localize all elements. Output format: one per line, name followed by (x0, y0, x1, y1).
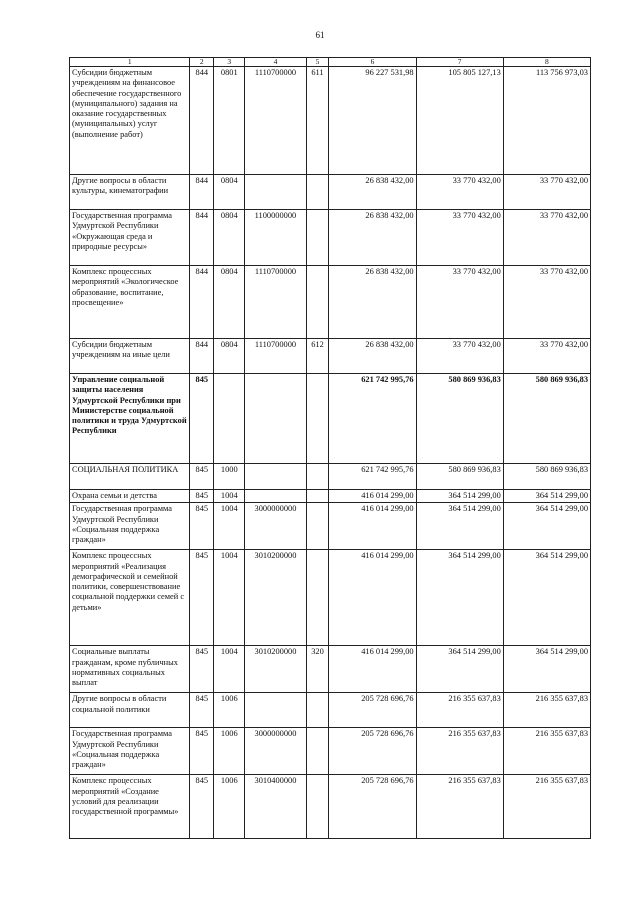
amount-year1-cell: 416 014 299,00 (329, 646, 416, 693)
amount-year3-cell: 216 355 637,83 (503, 775, 590, 839)
amount-year3-cell: 33 770 432,00 (503, 210, 590, 266)
header-cell: 5 (306, 58, 329, 67)
grbs-code-cell: 845 (190, 646, 214, 693)
expense-kind-cell: 320 (306, 646, 329, 693)
grbs-code-cell: 845 (190, 464, 214, 490)
section-code-cell: 1004 (214, 490, 245, 503)
amount-year1-cell: 26 838 432,00 (329, 210, 416, 266)
expense-kind-cell (306, 490, 329, 503)
target-code-cell: 3010200000 (245, 550, 306, 646)
row-name-cell: Государственная программа Удмуртской Республики «Социальная поддержка граждан» (70, 503, 190, 550)
amount-year1-cell: 96 227 531,98 (329, 67, 416, 175)
target-code-cell (245, 374, 306, 464)
table-row (70, 775, 591, 839)
grbs-code-cell: 845 (190, 550, 214, 646)
table-row (70, 646, 591, 693)
amount-year3-cell: 364 514 299,00 (503, 490, 590, 503)
section-code-cell: 1004 (214, 550, 245, 646)
amount-year2-cell: 364 514 299,00 (416, 490, 503, 503)
amount-year1-cell: 205 728 696,76 (329, 728, 416, 775)
amount-year2-cell: 33 770 432,00 (416, 339, 503, 374)
section-code-cell (214, 374, 245, 464)
target-code-cell: 1100000000 (245, 210, 306, 266)
amount-year1-cell: 621 742 995,76 (329, 374, 416, 464)
expense-kind-cell (306, 374, 329, 464)
header-row (70, 58, 591, 67)
grbs-code-cell: 844 (190, 339, 214, 374)
amount-year1-cell: 416 014 299,00 (329, 490, 416, 503)
grbs-code-cell: 845 (190, 775, 214, 839)
grbs-code-cell: 844 (190, 210, 214, 266)
grbs-code-cell: 845 (190, 503, 214, 550)
row-name-cell: Комплекс процессных мероприятий «Реализация демографической и семейной политики, совершенствование социальной поддержки семей с детьми» (70, 550, 190, 646)
row-name-cell: Государственная программа Удмуртской Республики «Социальная поддержка граждан» (70, 728, 190, 775)
section-code-cell: 1006 (214, 728, 245, 775)
amount-year1-cell: 416 014 299,00 (329, 550, 416, 646)
header-cell: 4 (245, 58, 306, 67)
target-code-cell: 1110700000 (245, 67, 306, 175)
amount-year3-cell: 216 355 637,83 (503, 693, 590, 728)
grbs-code-cell: 844 (190, 175, 214, 210)
grbs-code-cell: 844 (190, 67, 214, 175)
amount-year2-cell: 216 355 637,83 (416, 775, 503, 839)
target-code-cell (245, 175, 306, 210)
target-code-cell: 1110700000 (245, 266, 306, 339)
amount-year3-cell: 580 869 936,83 (503, 374, 590, 464)
section-code-cell: 1004 (214, 646, 245, 693)
amount-year2-cell: 580 869 936,83 (416, 374, 503, 464)
section-code-cell: 1006 (214, 693, 245, 728)
table-row (70, 67, 591, 175)
amount-year3-cell: 364 514 299,00 (503, 550, 590, 646)
target-code-cell: 3010200000 (245, 646, 306, 693)
target-code-cell: 3010400000 (245, 775, 306, 839)
row-name-cell: СОЦИАЛЬНАЯ ПОЛИТИКА (70, 464, 190, 490)
section-code-cell: 1004 (214, 503, 245, 550)
expense-kind-cell: 612 (306, 339, 329, 374)
expense-kind-cell (306, 728, 329, 775)
grbs-code-cell: 845 (190, 490, 214, 503)
target-code-cell: 3000000000 (245, 503, 306, 550)
section-code-cell: 0804 (214, 210, 245, 266)
amount-year2-cell: 33 770 432,00 (416, 175, 503, 210)
section-code-cell: 0801 (214, 67, 245, 175)
amount-year1-cell: 26 838 432,00 (329, 175, 416, 210)
page-number: 61 (315, 30, 325, 40)
row-name-cell: Управление социальной защиты населения Удмуртской Республики при Министерстве социальной политики и труда Удмуртской Республики (70, 374, 190, 464)
amount-year1-cell: 26 838 432,00 (329, 266, 416, 339)
table-row (70, 175, 591, 210)
amount-year1-cell: 26 838 432,00 (329, 339, 416, 374)
expense-kind-cell (306, 464, 329, 490)
grbs-code-cell: 844 (190, 266, 214, 339)
expense-kind-cell (306, 175, 329, 210)
row-name-cell: Комплекс процессных мероприятий «Создание условий для реализации государственной программы» (70, 775, 190, 839)
amount-year2-cell: 364 514 299,00 (416, 646, 503, 693)
amount-year3-cell: 113 756 973,03 (503, 67, 590, 175)
amount-year3-cell: 580 869 936,83 (503, 464, 590, 490)
grbs-code-cell: 845 (190, 374, 214, 464)
amount-year2-cell: 364 514 299,00 (416, 550, 503, 646)
row-name-cell: Другие вопросы в области социальной политики (70, 693, 190, 728)
table-row (70, 464, 591, 490)
expense-kind-cell (306, 266, 329, 339)
amount-year3-cell: 216 355 637,83 (503, 728, 590, 775)
header-cell: 8 (503, 58, 590, 67)
expense-kind-cell (306, 503, 329, 550)
table-row (70, 339, 591, 374)
row-name-cell: Государственная программа Удмуртской Республики «Окружающая среда и природные ресурсы» (70, 210, 190, 266)
table-row (70, 266, 591, 339)
table-row (70, 210, 591, 266)
row-name-cell: Охрана семьи и детства (70, 490, 190, 503)
amount-year3-cell: 33 770 432,00 (503, 175, 590, 210)
section-code-cell: 0804 (214, 266, 245, 339)
row-name-cell: Социальные выплаты гражданам, кроме публичных нормативных социальных выплат (70, 646, 190, 693)
amount-year2-cell: 216 355 637,83 (416, 728, 503, 775)
expense-kind-cell (306, 693, 329, 728)
table-row (70, 374, 591, 464)
table-row (70, 503, 591, 550)
amount-year3-cell: 33 770 432,00 (503, 339, 590, 374)
amount-year1-cell: 205 728 696,76 (329, 693, 416, 728)
header-cell: 6 (329, 58, 416, 67)
section-code-cell: 1000 (214, 464, 245, 490)
expense-kind-cell (306, 775, 329, 839)
budget-table (69, 57, 591, 839)
expense-kind-cell (306, 550, 329, 646)
grbs-code-cell: 845 (190, 728, 214, 775)
row-name-cell: Субсидии бюджетным учреждениям на иные цели (70, 339, 190, 374)
amount-year2-cell: 105 805 127,13 (416, 67, 503, 175)
amount-year2-cell: 33 770 432,00 (416, 266, 503, 339)
amount-year2-cell: 364 514 299,00 (416, 503, 503, 550)
header-cell: 7 (416, 58, 503, 67)
amount-year1-cell: 416 014 299,00 (329, 503, 416, 550)
amount-year1-cell: 205 728 696,76 (329, 775, 416, 839)
row-name-cell: Субсидии бюджетным учреждениям на финансовое обеспечение государственного (муниципального) задания на оказание государственных (муниципальных) услуг (выполнение работ) (70, 67, 190, 175)
section-code-cell: 0804 (214, 175, 245, 210)
table-row (70, 693, 591, 728)
amount-year1-cell: 621 742 995,76 (329, 464, 416, 490)
header-cell: 2 (190, 58, 214, 67)
grbs-code-cell: 845 (190, 693, 214, 728)
amount-year2-cell: 580 869 936,83 (416, 464, 503, 490)
amount-year2-cell: 33 770 432,00 (416, 210, 503, 266)
target-code-cell: 1110700000 (245, 339, 306, 374)
section-code-cell: 1006 (214, 775, 245, 839)
header-cell: 3 (214, 58, 245, 67)
expense-kind-cell (306, 210, 329, 266)
table-row (70, 728, 591, 775)
row-name-cell: Комплекс процессных мероприятий «Экологическое образование, воспитание, просвещение» (70, 266, 190, 339)
target-code-cell (245, 464, 306, 490)
amount-year3-cell: 364 514 299,00 (503, 646, 590, 693)
target-code-cell (245, 490, 306, 503)
amount-year3-cell: 33 770 432,00 (503, 266, 590, 339)
row-name-cell: Другие вопросы в области культуры, кинематографии (70, 175, 190, 210)
amount-year3-cell: 364 514 299,00 (503, 503, 590, 550)
header-cell: 1 (70, 58, 190, 67)
table-row (70, 490, 591, 503)
section-code-cell: 0804 (214, 339, 245, 374)
target-code-cell: 3000000000 (245, 728, 306, 775)
expense-kind-cell: 611 (306, 67, 329, 175)
table-row (70, 550, 591, 646)
target-code-cell (245, 693, 306, 728)
amount-year2-cell: 216 355 637,83 (416, 693, 503, 728)
